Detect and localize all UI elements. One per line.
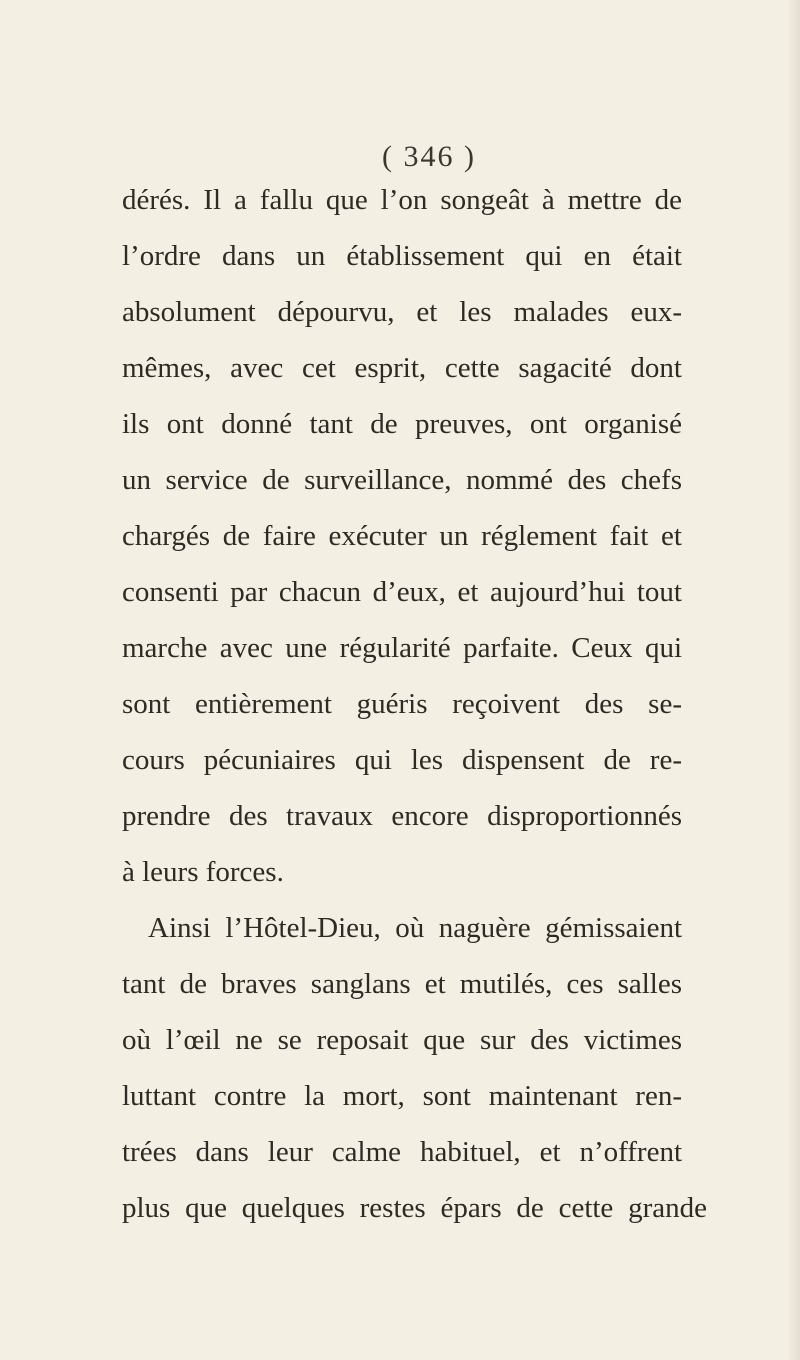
text-line: absolument dépourvu, et les malades eux- [122,296,682,328]
text-line: cours pécuniaires qui les dispensent de re- [122,744,682,776]
text-line: ils ont donné tant de preuves, ont organisé [122,408,682,440]
page-number: ( 346 ) [382,140,476,173]
text-line: trées dans leur calme habituel, et n’offrent [122,1136,682,1168]
text-line: consenti par chacun d’eux, et aujourd’hui tout [122,576,682,608]
text-line: où l’œil ne se reposait que sur des victimes [122,1024,682,1056]
text-line: à leurs forces. [122,856,284,888]
text-line: plus que quelques restes épars de cette grande [122,1192,707,1224]
text-line: dérés. Il a fallu que l’on songeât à mettre de [122,184,682,216]
text-line: un service de surveillance, nommé des chefs [122,464,682,496]
text-line: l’ordre dans un établissement qui en était [122,240,682,272]
page-edge-shadow [786,0,800,1360]
text-line: tant de braves sanglans et mutilés, ces salles [122,968,682,1000]
paragraph-first-line: Ainsi l’Hôtel-Dieu, où naguère gémissaient [148,912,682,944]
text-line: luttant contre la mort, sont maintenant ren- [122,1080,682,1112]
text-line: chargés de faire exécuter un réglement fait et [122,520,682,552]
text-line: marche avec une régularité parfaite. Ceux qui [122,632,682,664]
text-line: prendre des travaux encore disproportionnés [122,800,682,832]
text-line: mêmes, avec cet esprit, cette sagacité dont [122,352,682,384]
text-line: sont entièrement guéris reçoivent des se- [122,688,682,720]
